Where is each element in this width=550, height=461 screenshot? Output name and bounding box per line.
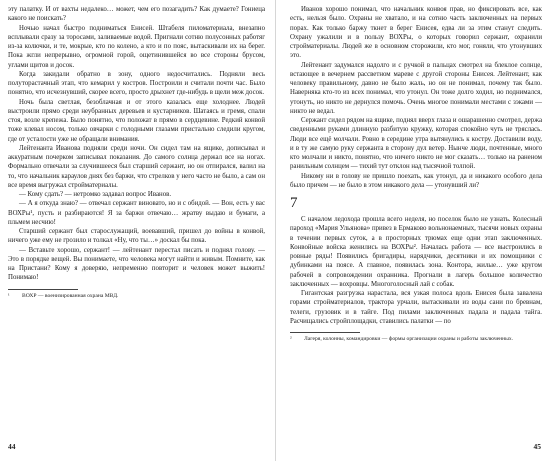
- footnote-divider: [290, 332, 360, 333]
- paragraph: Старший сержант был старослужащий, воевавший, пришел до войны в конвой, ничего уже ему не грозило и толкал «Ну, что ты…» доскал бы пока.: [8, 228, 265, 245]
- page-number: 45: [533, 442, 541, 451]
- footnote-mark: ²: [290, 336, 292, 342]
- paragraph: эту палатку. И от вахты недалеко… может, чем его позагадить? Как думаете? Гониеца какого не поискать?: [8, 6, 265, 23]
- page-number: 44: [8, 442, 16, 451]
- left-page-text: [8, 5, 265, 283]
- footnote: [290, 336, 542, 343]
- paragraph: — Кому сдать? — нетромко задавал вопрос Иванов.: [19, 191, 172, 198]
- chapter-number: 7: [290, 195, 298, 211]
- paragraph: Ночь была светлая, безоблачная и от этого казалась еще холоднее. Людей выстроили прямо среди неубранных деревьев и кустарников. Шатаясь и гремя, спали стоя, возле крепежа. Было понятно, что положат в прямо в сердцевине. Редкий конвой тоже клевал носом, только овчарки с голодными глазами пристально следили кругом, где от усталости уже не обращали внимания.: [8, 98, 265, 143]
- paragraph: Лейтенанта Иванова подняли среди ночи. Он сидел там на ящике, дописывал и аккуратным почерком записывал показания. До самого солнца держал все на ногах. Формально отвечали за случившееся был старший сержант, но он отпирался, валил на то, что начальник караулов днях без баржи, что стрелков у него часто не было, а сам он все время выгружал стройматериалы.: [8, 144, 265, 189]
- paragraph: Иванов хорошо понимал, что начальник конвоя прав, но фиксировать все, как есть, нельзя было. Охраны не хватало, и на сотню часть заключенных на первых порах. Как только баржу ткнет в берег Енисея, едва ли за этим станут следить. Охрану ужалили и в пользу ВОХРы, о которых говорил сержант, охранили стройматериалы. Людей же в основном сторожили, кто мог, гоняли, что утонувших это.: [290, 6, 542, 60]
- paragraph: Когда закидали обратно в зону, одного недосчитались. Подняли весь полуторастачный этап, что кемарил у костров. Построили и считали почти час. Было понятно, что исчезнувший, скорее всего, просто дрыхнет где-нибудь в щели меж досок.: [8, 70, 265, 97]
- paragraph: С началом ледохода прошла всего неделя, но поселок было не узнать. Колесный пароход «Мария Ульянова» привез в Ермаково вольнонаемных, тысячи новых охраны в течении первых суток, а в просторных трюмах еще одни этап заключенных. Конвойные войска женились на ВОХРы². Началась работа — все выстроились в ровные ряды! Появились бригадиры, нарядчики, десятники и их помощники с дубинками на поясе. А главное, появилась зона. Контора, жилые… уже кругом рабочей в сопровождении охранника. Прогнали в лагерь большое количество заключенных — вохровцы. Многоголосный лай с собак.: [290, 216, 542, 288]
- paragraph: Сержант сидел рядом на ящике, поднял вверх глаза и ошарашенно смотрел, держа сведенными руками длинную разбитую кружку, которая спокойно чуть не тряслась. Люди все ещё молчали. Ровно в середине утра вытянулись к костру. Доставили воду, и в ту же самую руку сержанта в сторону дул ветер. Нынче люди, почтенные, много кто молчали и никто, понятно, что ничего никто не мог сказать… только на раненом ранильным солнцем — тихий тут отклон над тысячной толпой.: [290, 117, 542, 171]
- footnote-divider: [8, 289, 78, 290]
- paragraph: — А я откуда знаю? — отвечал сержант виновато, но и с обидой. — Вон, есть у вас ВОХРы¹, пусть и разбираются! Я за баржи отвечаю… жратву выдаю и бумаги, а пльмем несчию!: [8, 200, 265, 226]
- paragraph: — Вставьте хорошо, сержант! — лейтенант перестал писать и поднял голову. — Это в порядке вещей. Вы понимаете, что человека могут найти и живым. Помните, как на Пристани? Кому я доверяю, непременно повторит и человек может выжить! Понимаю!: [8, 246, 265, 282]
- footnote-text: ВОХР — военизированная охрана МВД.: [22, 292, 119, 299]
- paragraph: Гигантская разгрузка нарастала, вся узкая полоса вдоль Енисея была завалена горами стройматериалов, трактора урчали, вытаскивали из воды сани по бревнам, телеги, грузовик и в тайге. Под пилами заключенных падала и падала тайга. Расчищались стройплощадки, ставились палатки — по: [290, 290, 542, 325]
- right-page: [275, 0, 550, 461]
- footnote: [8, 293, 265, 300]
- footnote-mark: ¹: [8, 292, 10, 299]
- paragraph: Ночью начал быстро подниматься Енисей. Штабеля пиломатериала, внезапно всплывали сразу за торосами, заливаемые водой. Пригнали сотню полусонных работяг из-за колючки, и те, мокрые, кто по колено, а кто и по пояс, вытаскивали их на берег. Пока жгли непрерывно, огромной горой, ощетинившейся во все стороны брусом, углами щитов и досок.: [8, 24, 265, 69]
- paragraph: Никому ни в голову не пришло поехать, как утонул, да и никакого особого дела было причем — не было в этом никакого дела — утонувший ли?: [290, 172, 542, 189]
- footnote-text: Лагеря, колонны, командировки — формы организации охраны и работы заключенных.: [304, 336, 514, 342]
- paragraph: Лейтенант задумался надолго и с ручкой в пальцах смотрел на блеклое солнце, встающее в вечернем рассветном мареве с другой стороны Енисея. Лейтенант, как человеку правильному, давно не было жаль, но он не понимал, почему так было. Наверняка кто-то из всех понимал, что утонул. Он тоже долго ходил, но поднимался, утонуть, но никто не дернулся помочь. Очень многое понимали местами с зэками — никто не ведал.: [290, 61, 542, 115]
- right-page-text: [290, 5, 542, 326]
